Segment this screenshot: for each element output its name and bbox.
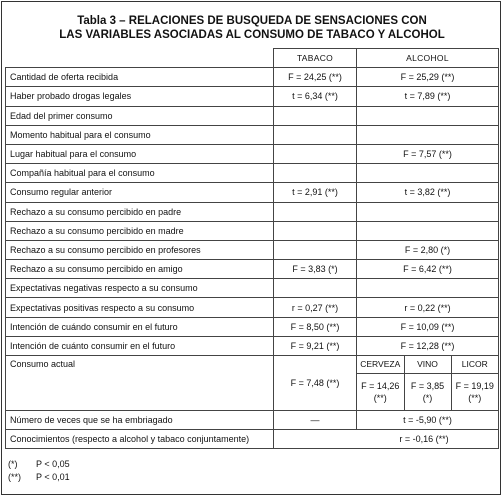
row-label: Compañía habitual para el consumo: [6, 164, 274, 183]
alcohol-cell: F = 25,29 (**): [357, 68, 499, 87]
table-row: [6, 125, 499, 144]
alcohol-cell: F = 10,09 (**): [357, 317, 499, 336]
table-row: [6, 279, 499, 298]
table-row: [6, 164, 499, 183]
tabaco-cell: [274, 164, 357, 183]
table-row: [6, 221, 499, 240]
row-label: Consumo actual: [6, 356, 274, 411]
tabaco-cell: F = 7,48 (**): [274, 356, 357, 411]
row-label: Intención de cuándo consumir en el futuro: [6, 317, 274, 336]
table-row: [6, 240, 499, 259]
licor-header: LICOR: [451, 356, 498, 374]
tabaco-cell: [274, 144, 357, 163]
merged-cell: r = -0,16 (**): [274, 430, 499, 449]
alcohol-cell: F = 2,80 (*): [357, 240, 499, 259]
alcohol-cell: [357, 202, 499, 221]
row-label: Intención de cuánto consumir en el futuro: [6, 336, 274, 355]
alcohol-cell: [357, 106, 499, 125]
tabaco-cell: [274, 221, 357, 240]
title-line-1: Tabla 3 – RELACIONES DE BUSQUEDA DE SENSACIONES CON: [77, 15, 427, 27]
tabaco-cell: [274, 240, 357, 259]
alcohol-cell: t = 3,82 (**): [357, 183, 499, 202]
header-alcohol: ALCOHOL: [357, 49, 499, 68]
header-row: [6, 49, 499, 68]
row-label: Haber probado drogas legales: [6, 87, 274, 106]
table-row: [6, 106, 499, 125]
table-row: [6, 430, 499, 449]
table-row: [6, 336, 499, 355]
tabaco-cell: [274, 279, 357, 298]
row-label: Consumo regular anterior: [6, 183, 274, 202]
alcohol-cell: t = 7,89 (**): [357, 87, 499, 106]
table-row: [6, 202, 499, 221]
alcohol-cell: [357, 221, 499, 240]
table-row: [6, 411, 499, 430]
licor-value: F = 19,19 (**): [455, 381, 494, 403]
table-row: [6, 298, 499, 317]
vino-header: VINO: [404, 356, 451, 374]
row-label: Rechazo a su consumo percibido en madre: [6, 221, 274, 240]
table-row: [6, 183, 499, 202]
tabaco-cell: F = 3,83 (*): [274, 260, 357, 279]
row-label: Momento habitual para el consumo: [6, 125, 274, 144]
tabaco-cell: r = 0,27 (**): [274, 298, 357, 317]
alcohol-cell: F = 7,57 (**): [357, 144, 499, 163]
table-title: [0, 14, 504, 42]
table-row: [6, 144, 499, 163]
table-row: [6, 68, 499, 87]
alcohol-cell: r = 0,22 (**): [357, 298, 499, 317]
results-table: [5, 48, 499, 449]
tabaco-cell: F = 24,25 (**): [274, 68, 357, 87]
row-label: Expectativas negativas respecto a su consumo: [6, 279, 274, 298]
tabaco-cell: [274, 106, 357, 125]
tabaco-cell: [274, 202, 357, 221]
row-label: Conocimientos (respecto a alcohol y tabaco conjuntamente): [6, 430, 274, 449]
footnotes: [8, 458, 70, 484]
alcohol-cell: F = 6,42 (**): [357, 260, 499, 279]
footnote: (*) P < 0,05: [8, 459, 70, 469]
tabaco-cell: t = 2,91 (**): [274, 183, 357, 202]
tabaco-cell: —: [274, 411, 357, 430]
title-line-2: LAS VARIABLES ASOCIADAS AL CONSUMO DE TABACO Y ALCOHOL: [59, 29, 445, 41]
table-row: [6, 356, 499, 411]
row-label: Rechazo a su consumo percibido en padre: [6, 202, 274, 221]
alcohol-cell: [357, 125, 499, 144]
tabaco-cell: F = 9,21 (**): [274, 336, 357, 355]
table-row: [6, 317, 499, 336]
cerveza-header: CERVEZA: [357, 356, 404, 374]
table-row: [6, 260, 499, 279]
table-row: [6, 87, 499, 106]
tabaco-cell: [274, 125, 357, 144]
alcohol-cell: t = -5,90 (**): [357, 411, 499, 430]
row-label: Lugar habitual para el consumo: [6, 144, 274, 163]
row-label: Cantidad de oferta recibida: [6, 68, 274, 87]
footnote: (**) P < 0,01: [8, 472, 70, 482]
tabaco-cell: F = 8,50 (**): [274, 317, 357, 336]
row-label: Rechazo a su consumo percibido en amigo: [6, 260, 274, 279]
alcohol-cell: [357, 356, 499, 411]
row-label: Rechazo a su consumo percibido en profesores: [6, 240, 274, 259]
cerveza-value: F = 14,26 (**): [357, 374, 404, 411]
alcohol-cell: F = 12,28 (**): [357, 336, 499, 355]
alcohol-cell: [357, 279, 499, 298]
alcohol-cell: [357, 164, 499, 183]
header-tabaco: TABACO: [274, 49, 357, 68]
vino-value: F = 3,85 (*): [404, 374, 451, 411]
beverage-subtable: [357, 356, 498, 410]
row-label: Edad del primer consumo: [6, 106, 274, 125]
tabaco-cell: t = 6,34 (**): [274, 87, 357, 106]
row-label: Número de veces que se ha embriagado: [6, 411, 274, 430]
row-label: Expectativas positivas respecto a su consumo: [6, 298, 274, 317]
